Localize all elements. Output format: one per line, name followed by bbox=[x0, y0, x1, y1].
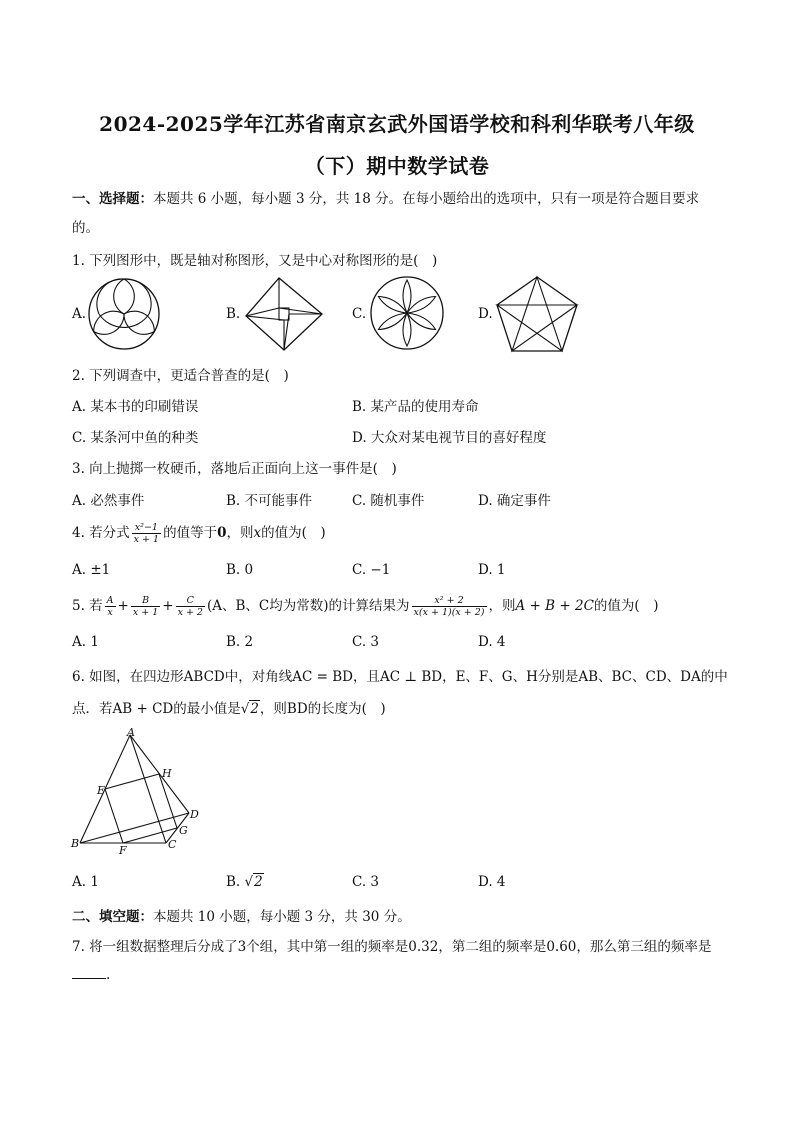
q4-option-c: C. −1 bbox=[352, 562, 391, 578]
q4-frac-den: x + 1 bbox=[133, 534, 160, 545]
q5-f2-num: B bbox=[131, 595, 160, 607]
q7-answer-blank[interactable] bbox=[72, 966, 106, 979]
q1-label-d: D. bbox=[478, 306, 493, 322]
q6-option-b bbox=[226, 874, 264, 890]
q4-stem-b: 的值等于 bbox=[163, 525, 218, 541]
q2-option-c: C. 某条河中鱼的种类 bbox=[72, 430, 199, 446]
q4-frac-num: x²−1 bbox=[132, 522, 161, 534]
q7-line-2 bbox=[72, 966, 110, 983]
section1-desc-line1: 本题共 6 小题，每小题 3 分，共 18 分。在每小题给出的选项中，只有一项是符合题目要求 bbox=[153, 191, 700, 207]
q5-fraction-1 bbox=[105, 595, 116, 618]
q5-stem bbox=[72, 594, 658, 618]
q6-option-b-sqrt: √2 bbox=[244, 874, 263, 890]
fig-label-c: C bbox=[168, 838, 177, 851]
fig-label-g: G bbox=[179, 824, 188, 837]
q1-stem: 1. 下列图形中，既是轴对称图形，又是中心对称图形的是( ) bbox=[72, 253, 438, 269]
q3-stem: 3. 向上抛掷一枚硬币，落地后正面向上这一事件是( ) bbox=[72, 461, 397, 477]
q1-figure-c bbox=[368, 274, 446, 352]
fig-label-f: F bbox=[119, 844, 127, 856]
q3-option-d: D. 确定事件 bbox=[478, 493, 551, 509]
q5-fraction-3 bbox=[176, 595, 205, 618]
q5-f3-num: C bbox=[176, 595, 205, 607]
q1-label-c: C. bbox=[352, 306, 367, 322]
section2-header bbox=[72, 905, 411, 925]
q2-option-a: A. 某本书的印刷错误 bbox=[72, 399, 199, 415]
q4-stem-d: 的值为( ) bbox=[261, 525, 326, 541]
q5-option-a: A. 1 bbox=[72, 634, 99, 650]
q6-option-a: A. 1 bbox=[72, 874, 99, 890]
q7-line2-end: . bbox=[106, 967, 111, 983]
section1-label: 一、选择题： bbox=[72, 191, 153, 207]
q6-option-c: C. 3 bbox=[352, 874, 380, 890]
q4-option-b: B. 0 bbox=[226, 562, 254, 578]
q4-fraction bbox=[132, 522, 161, 545]
q5-plus-1: + bbox=[117, 598, 129, 614]
fig-label-e: E bbox=[97, 784, 106, 797]
q5-plus-2: + bbox=[162, 598, 174, 614]
q1-figure-a bbox=[86, 276, 162, 352]
title-line-2: （下）期中数学试卷 bbox=[304, 154, 490, 178]
q6-line2-a: 点．若AB + CD的最小值是 bbox=[72, 701, 241, 717]
section1-desc-line2: 的。 bbox=[72, 220, 99, 236]
fig-label-d: D bbox=[190, 808, 199, 821]
q5-f1-num: A bbox=[106, 595, 114, 606]
q5-f4-num: x² + 2 bbox=[412, 595, 487, 607]
q4-stem-c: ，则 bbox=[226, 525, 254, 541]
q5-stem-b: (A、B、C均为常数)的计算结果为 bbox=[206, 598, 410, 614]
q2-option-b: B. 某产品的使用寿命 bbox=[352, 399, 479, 415]
q5-fraction-2 bbox=[131, 595, 160, 618]
q5-f1-den: x bbox=[107, 607, 113, 618]
q6-line-1: 6. 如图，在四边形ABCD中，对角线AC = BD，且AC ⊥ BD，E、F、G、H分别是AB、BC、CD、DA的中 bbox=[72, 669, 728, 685]
q5-f3-den: x + 2 bbox=[177, 607, 203, 618]
section2-desc: 本题共 10 小题，每小题 3 分，共 30 分。 bbox=[153, 909, 411, 925]
q3-option-a: A. 必然事件 bbox=[72, 493, 145, 509]
q5-option-c: C. 3 bbox=[352, 634, 380, 650]
q6-sqrt-val: 2 bbox=[250, 701, 259, 717]
fig-label-a: A bbox=[127, 726, 135, 739]
q6-line2-b: ，则BD的长度为( ) bbox=[259, 701, 386, 717]
q7-line-1: 7. 将一组数据整理后分成了3个组，其中第一组的频率是0.32，第二组的频率是0.60，那么第三组的频率是 bbox=[72, 939, 712, 955]
q1-figure-d bbox=[494, 274, 580, 354]
q5-fraction-4 bbox=[412, 595, 487, 618]
q5-option-b: B. 2 bbox=[226, 634, 254, 650]
q5-option-d: D. 4 bbox=[478, 634, 506, 650]
q5-f2-den: x + 1 bbox=[132, 607, 159, 618]
q2-stem: 2. 下列调查中，更适合普查的是( ) bbox=[72, 368, 289, 384]
q3-option-b: B. 不可能事件 bbox=[226, 493, 313, 509]
q6-option-b-val: 2 bbox=[254, 874, 263, 890]
q1-figure-b bbox=[244, 276, 324, 352]
title-line-1: 2024-2025学年江苏省南京玄武外国语学校和科利华联考八年级 bbox=[99, 112, 695, 136]
fig-label-b: B bbox=[71, 837, 80, 850]
q1-label-b: B. bbox=[226, 306, 241, 322]
q6-option-d: D. 4 bbox=[478, 874, 506, 890]
q5-stem-d: 的值为( ) bbox=[593, 598, 659, 614]
q3-option-c: C. 随机事件 bbox=[352, 493, 425, 509]
q4-option-a: A. ±1 bbox=[72, 562, 111, 578]
q5-expr: A + B + 2C bbox=[515, 598, 594, 614]
q2-option-d: D. 大众对某电视节目的喜好程度 bbox=[352, 430, 547, 446]
fig-label-h: H bbox=[162, 767, 172, 780]
q1-label-a: A. bbox=[72, 306, 87, 322]
q4-stem-a: 4. 若分式 bbox=[72, 525, 130, 541]
q4-stem bbox=[72, 521, 326, 545]
q6-option-b-label: B. bbox=[226, 874, 245, 890]
q6-line-2 bbox=[72, 697, 386, 717]
q4-option-d: D. 1 bbox=[478, 562, 506, 578]
q4-var: x bbox=[253, 525, 262, 541]
q5-f4-den: x(x + 1)(x + 2) bbox=[413, 607, 485, 618]
section2-label: 二、填空题： bbox=[72, 909, 153, 925]
q4-zero: 0 bbox=[217, 525, 227, 541]
q5-stem-a: 5. 若 bbox=[72, 598, 103, 614]
section1-header bbox=[72, 187, 699, 207]
q6-sqrt: √2 bbox=[240, 701, 259, 717]
q6-figure bbox=[66, 726, 202, 856]
q5-stem-c: ，则 bbox=[488, 598, 516, 614]
